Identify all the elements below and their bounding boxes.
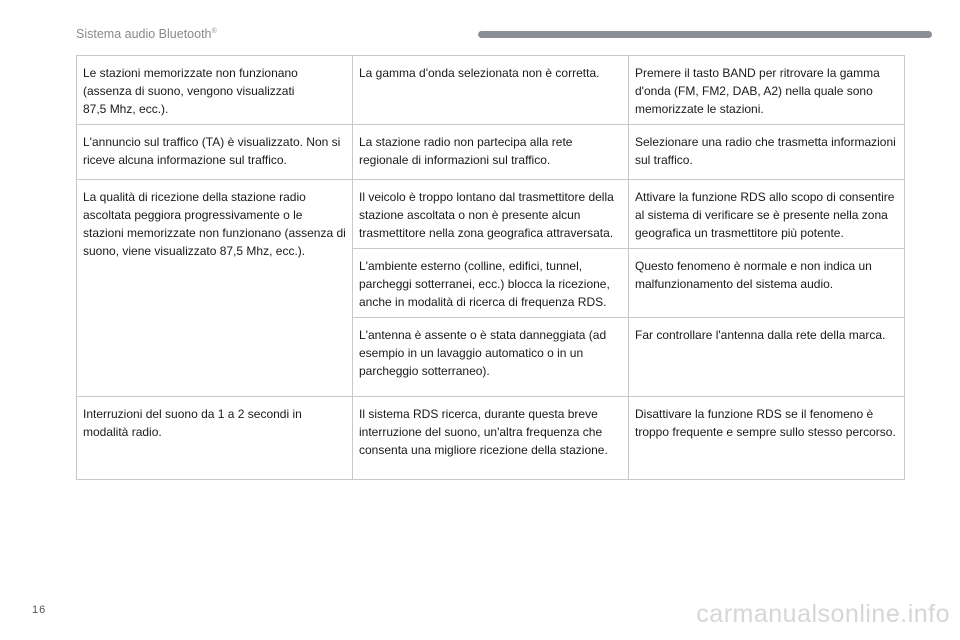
symptom-cell: Interruzioni del suono da 1 a 2 secondi in modalità radio.	[77, 397, 353, 480]
cause-cell: L'ambiente esterno (colline, edifici, tunnel, parcheggi sotterranei, ecc.) blocca la ricezione, anche in modalità di ricerca di frequenza RDS.	[353, 249, 629, 318]
cause-cell: La stazione radio non partecipa alla rete regionale di informazioni sul traffico.	[353, 125, 629, 180]
symptom-cell: L'annuncio sul traffico (TA) è visualizzato. Non si riceve alcuna informazione sul traffico.	[77, 125, 353, 180]
table-row	[77, 125, 905, 180]
solution-cell: Attivare la funzione RDS allo scopo di consentire al sistema di verificare se è presente nella zona geografica un trasmettitore più potente.	[629, 180, 905, 249]
solution-cell: Far controllare l'antenna dalla rete della marca.	[629, 318, 905, 397]
header-decorative-bar	[478, 31, 932, 38]
registered-mark: ®	[211, 27, 217, 35]
table-row	[77, 180, 905, 249]
cause-cell: L'antenna è assente o è stata danneggiata (ad esempio in un lavaggio automatico o in un parcheggio sotterraneo).	[353, 318, 629, 397]
cause-cell: La gamma d'onda selezionata non è corretta.	[353, 56, 629, 125]
cause-cell: Il veicolo è troppo lontano dal trasmettitore della stazione ascoltata o non è presente alcun trasmettitore nella zona geografica attraversata.	[353, 180, 629, 249]
troubleshooting-table	[76, 55, 905, 480]
page-number: 16	[32, 604, 47, 616]
table-row	[77, 56, 905, 125]
solution-cell: Selezionare una radio che trasmetta informazioni sul traffico.	[629, 125, 905, 180]
watermark: carmanualsonline.info	[696, 600, 950, 628]
table-row	[77, 397, 905, 480]
solution-cell: Questo fenomeno è normale e non indica un malfunzionamento del sistema audio.	[629, 249, 905, 318]
page-header-title	[76, 27, 217, 41]
solution-cell: Disattivare la funzione RDS se il fenomeno è troppo frequente e sempre sullo stesso percorso.	[629, 397, 905, 480]
solution-cell: Premere il tasto BAND per ritrovare la gamma d'onda (FM, FM2, DAB, A2) nella quale sono memorizzate le stazioni.	[629, 56, 905, 125]
symptom-cell: La qualità di ricezione della stazione radio ascoltata peggiora progressivamente o le stazioni memorizzate non funzionano (assenza di suono, viene visualizzato 87,5 Mhz, ecc.).	[77, 180, 353, 397]
header-title-text: Sistema audio Bluetooth	[76, 27, 212, 41]
cause-cell: Il sistema RDS ricerca, durante questa breve interruzione del suono, un'altra frequenza che consenta una migliore ricezione della stazione.	[353, 397, 629, 480]
symptom-cell: Le stazioni memorizzate non funzionano (assenza di suono, vengono visualizzati 87,5 Mhz, ecc.).	[77, 56, 353, 125]
